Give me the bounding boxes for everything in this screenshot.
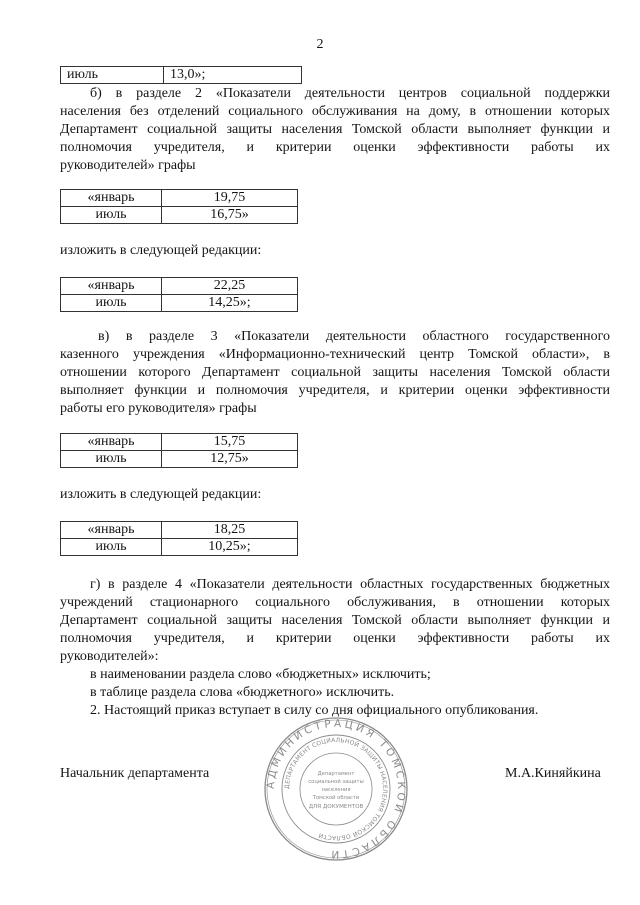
seal-center-line: населения bbox=[321, 787, 351, 793]
seal-middle-text: ДЕПАРТАМЕНТ СОЦИАЛЬНОЙ ЗАЩИТЫ НАСЕЛЕНИЯ ТОМСКОЙ ОБЛАСТИ bbox=[283, 736, 389, 842]
seal-center-line: ДЛЯ ДОКУМЕНТОВ bbox=[308, 804, 364, 810]
paragraph-section-b bbox=[60, 85, 610, 175]
table-row bbox=[61, 295, 298, 312]
signature-position: Начальник департамента bbox=[60, 766, 210, 781]
table-cell-value: 22,25 bbox=[162, 278, 298, 295]
table-section-v-new bbox=[60, 521, 298, 556]
table-row bbox=[61, 522, 298, 539]
replace-text-b: изложить в следующей редакции: bbox=[60, 243, 262, 258]
text-line: выполняет функции и полномочия учредителя, и критерии оценки эффективности bbox=[60, 383, 610, 398]
table-cell-month: «январь bbox=[61, 278, 162, 295]
table-row bbox=[61, 539, 298, 556]
replace-text-v: изложить в следующей редакции: bbox=[60, 487, 262, 502]
text-line: б) в разделе 2 «Показатели деятельности центров социальной поддержки bbox=[90, 86, 610, 101]
table-cell-month: июль bbox=[61, 539, 162, 556]
table-cell-value: 13,0»; bbox=[164, 67, 302, 84]
table-cell-month: июль bbox=[61, 67, 164, 84]
table-cell-value: 19,75 bbox=[162, 190, 298, 207]
table-row bbox=[61, 278, 298, 295]
table-row bbox=[61, 190, 298, 207]
table-cell-value: 18,25 bbox=[162, 522, 298, 539]
table-continuation bbox=[60, 66, 302, 84]
item-1: в наименовании раздела слово «бюджетных» исключить; bbox=[90, 667, 431, 682]
table-cell-month: «январь bbox=[61, 190, 162, 207]
table-row bbox=[61, 434, 298, 451]
seal-center-line: социальной защиты bbox=[308, 779, 364, 785]
paragraph-section-g bbox=[60, 576, 610, 666]
text-line: в) в разделе 3 «Показатели деятельности областного государственного bbox=[98, 329, 610, 344]
text-line: учреждений стационарного социального обслуживания, в отношении которых bbox=[60, 595, 610, 610]
text-line: руководителей»: bbox=[60, 649, 159, 664]
signature-name: М.А.Киняйкина bbox=[505, 766, 601, 781]
table-section-v-old bbox=[60, 433, 298, 468]
text-line: полномочия учредителя, и критерии оценки эффективности работы их bbox=[60, 140, 610, 155]
table-section-b-new bbox=[60, 277, 298, 312]
text-line: Департамент социальной защиты населения Томской области выполняет функции и bbox=[60, 122, 610, 137]
table-row bbox=[61, 451, 298, 468]
item-2: в таблице раздела слова «бюджетного» исключить. bbox=[90, 685, 395, 700]
seal-center-line: Томской области bbox=[312, 795, 360, 801]
text-line: руководителей» графы bbox=[60, 158, 196, 173]
paragraph-section-v bbox=[60, 328, 610, 418]
table-cell-month: июль bbox=[61, 451, 162, 468]
text-line: Департамент социальной защиты населения Томской области выполняет функции и bbox=[60, 613, 610, 628]
text-line: полномочия учредителя, и критерии оценки эффективности работы их bbox=[60, 631, 610, 646]
page-number: 2 bbox=[316, 37, 324, 52]
text-line: казенного учреждения «Информационно-технический центр Томской области», в bbox=[60, 347, 610, 362]
table-cell-month: «январь bbox=[61, 434, 162, 451]
official-seal-stamp bbox=[263, 716, 409, 862]
text-line: отношении которого Департамент социальной защиты населения Томской области bbox=[60, 365, 610, 380]
text-line: населения без отделений социального обслуживания на дому, в отношении которых bbox=[60, 104, 610, 119]
table-cell-value: 10,25»; bbox=[162, 539, 298, 556]
table-cell-month: «январь bbox=[61, 522, 162, 539]
point-2: 2. Настоящий приказ вступает в силу со дня официального опубликования. bbox=[90, 703, 539, 718]
table-cell-month: июль bbox=[61, 207, 162, 224]
table-cell-value: 15,75 bbox=[162, 434, 298, 451]
seal-center-line: Департамент bbox=[317, 771, 355, 777]
table-cell-value: 12,75» bbox=[162, 451, 298, 468]
text-line: г) в разделе 4 «Показатели деятельности областных государственных бюджетных bbox=[90, 577, 610, 592]
table-row bbox=[61, 207, 298, 224]
table-cell-value: 14,25»; bbox=[162, 295, 298, 312]
seal-outer-text: АДМИНИСТРАЦИЯ ТОМСКОЙ ОБЛАСТИ bbox=[264, 717, 408, 861]
table-section-b-old bbox=[60, 189, 298, 224]
text-line: работы его руководителя» графы bbox=[60, 401, 257, 416]
table-row bbox=[61, 67, 302, 84]
table-cell-month: июль bbox=[61, 295, 162, 312]
table-cell-value: 16,75» bbox=[162, 207, 298, 224]
